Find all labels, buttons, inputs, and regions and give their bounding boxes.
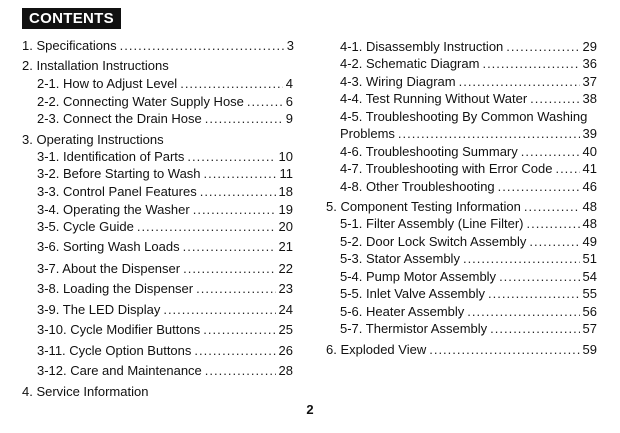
toc-entry-page: 54 <box>582 269 597 284</box>
toc-entry-page: 19 <box>278 202 293 217</box>
leader-dots <box>183 261 275 277</box>
toc-entry[interactable] <box>37 219 293 235</box>
toc-entry-page: 39 <box>582 126 597 141</box>
leader-dots <box>467 304 579 320</box>
toc-entry-page: 22 <box>278 261 293 276</box>
leader-dots <box>247 94 283 110</box>
toc-entry[interactable] <box>37 111 293 127</box>
toc-entry-label: 3-11. Cycle Option Buttons <box>37 343 192 358</box>
toc-entry-page: 20 <box>278 219 293 234</box>
leader-dots <box>205 363 276 379</box>
toc-entry-label: 5-6. Heater Assembly <box>340 304 465 319</box>
toc-entry-page: 29 <box>582 39 597 54</box>
leader-dots <box>529 234 579 250</box>
toc-entry-page: 28 <box>278 363 293 378</box>
toc-entry-page: 4 <box>285 76 293 91</box>
toc-entry-label: 4-7. Troubleshooting with Error Code <box>340 161 553 176</box>
toc-entry[interactable] <box>340 321 597 337</box>
toc-entry[interactable] <box>340 39 597 55</box>
leader-dots <box>120 38 284 54</box>
toc-entry[interactable] <box>37 281 293 297</box>
toc-entry-component-testing[interactable] <box>326 199 597 215</box>
toc-entry[interactable] <box>340 251 597 267</box>
leader-dots <box>194 343 275 359</box>
section-heading-service: 4. Service Information <box>22 384 149 399</box>
toc-entry-page: 49 <box>582 234 597 249</box>
toc-entry-label: 5-7. Thermistor Assembly <box>340 321 488 336</box>
toc-entry[interactable] <box>37 261 293 277</box>
toc-entry[interactable] <box>340 74 597 90</box>
toc-entry[interactable] <box>37 322 293 338</box>
toc-entry[interactable] <box>340 269 597 285</box>
leader-dots <box>204 166 277 182</box>
leader-dots <box>555 161 579 177</box>
toc-entry-label: 3-12. Care and Maintenance <box>37 363 202 378</box>
toc-entry[interactable] <box>37 343 293 359</box>
toc-entry-page: 3 <box>286 38 294 53</box>
toc-entry[interactable] <box>340 216 597 232</box>
toc-entry-label: 5-3. Stator Assembly <box>340 251 460 266</box>
section-heading-operating: 3. Operating Instructions <box>22 132 164 147</box>
toc-entry[interactable] <box>37 184 293 200</box>
leader-dots <box>163 302 275 318</box>
toc-entry-label: 3-6. Sorting Wash Loads <box>37 239 180 254</box>
toc-entry[interactable] <box>37 202 293 218</box>
toc-entry-page: 9 <box>285 111 293 126</box>
toc-entry-page: 23 <box>278 281 293 296</box>
toc-entry-label: 3-8. Loading the Dispenser <box>37 281 194 296</box>
toc-entry-page: 26 <box>278 343 293 358</box>
toc-entry-troubleshooting-line2[interactable] <box>340 126 597 142</box>
leader-dots <box>521 144 580 160</box>
toc-entry-page: 24 <box>278 302 293 317</box>
toc-entry-label: 5-4. Pump Motor Assembly <box>340 269 497 284</box>
leader-dots <box>459 74 580 90</box>
toc-entry[interactable] <box>340 179 597 195</box>
toc-entry-label: Problems <box>340 126 395 141</box>
toc-entry-page: 51 <box>582 251 597 266</box>
toc-entry-label: 2-2. Connecting Water Supply Hose <box>37 94 244 109</box>
leader-dots <box>506 39 579 55</box>
toc-entry-page: 10 <box>278 149 293 164</box>
toc-entry-label: 2-3. Connect the Drain Hose <box>37 111 202 126</box>
toc-entry[interactable] <box>37 149 293 165</box>
toc-entry-label: 5-1. Filter Assembly (Line Filter) <box>340 216 524 231</box>
toc-entry-label: 3-7. About the Dispenser <box>37 261 181 276</box>
toc-entry-exploded-view[interactable] <box>326 342 597 358</box>
leader-dots <box>187 149 275 165</box>
toc-entry-page: 48 <box>582 199 597 214</box>
toc-entry-page: 41 <box>582 161 597 176</box>
leader-dots <box>205 111 283 127</box>
toc-entry-label: 5-2. Door Lock Switch Assembly <box>340 234 527 249</box>
toc-entry-page: 55 <box>582 286 597 301</box>
leader-dots <box>527 216 580 232</box>
toc-entry-page: 38 <box>582 91 597 106</box>
toc-entry-label: 4-3. Wiring Diagram <box>340 74 456 89</box>
toc-entry-label: 4-6. Troubleshooting Summary <box>340 144 518 159</box>
toc-entry-page: 21 <box>278 239 293 254</box>
toc-entry-page: 40 <box>582 144 597 159</box>
leader-dots <box>193 202 276 218</box>
toc-entry[interactable] <box>340 304 597 320</box>
leader-dots <box>524 199 580 215</box>
toc-entry-label: 3-1. Identification of Parts <box>37 149 185 164</box>
toc-entry[interactable] <box>340 286 597 302</box>
toc-entry-label: 3-4. Operating the Washer <box>37 202 190 217</box>
leader-dots <box>200 184 276 200</box>
toc-entry-page: 46 <box>582 179 597 194</box>
toc-entry-troubleshooting-line1[interactable]: 4-5. Troubleshooting By Common Washing <box>340 109 588 124</box>
toc-entry[interactable] <box>37 363 293 379</box>
toc-entry-label: 1. Specifications <box>22 38 117 53</box>
leader-dots <box>530 91 579 107</box>
toc-entry[interactable] <box>37 239 293 255</box>
toc-entry[interactable] <box>37 76 293 92</box>
toc-entry-label: 3-5. Cycle Guide <box>37 219 134 234</box>
toc-entry[interactable] <box>37 302 293 318</box>
toc-entry[interactable] <box>340 161 597 177</box>
leader-dots <box>482 56 579 72</box>
section-heading-installation: 2. Installation Instructions <box>22 58 169 73</box>
toc-entry-page: 59 <box>582 342 597 357</box>
leader-dots <box>498 179 580 195</box>
contents-title: CONTENTS <box>22 8 121 29</box>
leader-dots <box>203 322 275 338</box>
toc-entry[interactable] <box>340 234 597 250</box>
toc-entry[interactable] <box>340 56 597 72</box>
toc-entry-label: 3-2. Before Starting to Wash <box>37 166 201 181</box>
leader-dots <box>183 239 276 255</box>
toc-entry-label: 3-9. The LED Display <box>37 302 161 317</box>
toc-entry-label: 5. Component Testing Information <box>326 199 521 214</box>
toc-entry-label: 4-4. Test Running Without Water <box>340 91 528 106</box>
toc-entry-page: 25 <box>278 322 293 337</box>
toc-entry-page: 36 <box>582 56 597 71</box>
toc-entry-label: 2-1. How to Adjust Level <box>37 76 178 91</box>
toc-entry[interactable] <box>340 144 597 160</box>
toc-entry[interactable] <box>340 91 597 107</box>
leader-dots <box>180 76 283 92</box>
leader-dots <box>196 281 275 297</box>
leader-dots <box>429 342 579 358</box>
toc-entry-label: 3-10. Cycle Modifier Buttons <box>37 322 201 337</box>
toc-entry-label: 5-5. Inlet Valve Assembly <box>340 286 485 301</box>
toc-entry-specifications[interactable] <box>22 38 294 54</box>
leader-dots <box>490 321 579 337</box>
toc-entry[interactable] <box>37 94 293 110</box>
toc-entry-label: 4-2. Schematic Diagram <box>340 56 480 71</box>
toc-entry-label: 4-1. Disassembly Instruction <box>340 39 504 54</box>
toc-entry-page: 56 <box>582 304 597 319</box>
page-number: 2 <box>306 402 314 417</box>
toc-entry-page: 18 <box>278 184 293 199</box>
toc-entry-page: 37 <box>582 74 597 89</box>
leader-dots <box>398 126 580 142</box>
leader-dots <box>499 269 579 285</box>
toc-entry-page: 48 <box>582 216 597 231</box>
leader-dots <box>488 286 580 302</box>
toc-entry[interactable] <box>37 166 293 182</box>
toc-entry-label: 3-3. Control Panel Features <box>37 184 197 199</box>
toc-entry-page: 11 <box>279 166 293 181</box>
toc-entry-page: 6 <box>285 94 293 109</box>
leader-dots <box>463 251 580 267</box>
toc-entry-label: 4-8. Other Troubleshooting <box>340 179 495 194</box>
leader-dots <box>137 219 276 235</box>
toc-entry-label: 6. Exploded View <box>326 342 427 357</box>
toc-entry-page: 57 <box>582 321 597 336</box>
